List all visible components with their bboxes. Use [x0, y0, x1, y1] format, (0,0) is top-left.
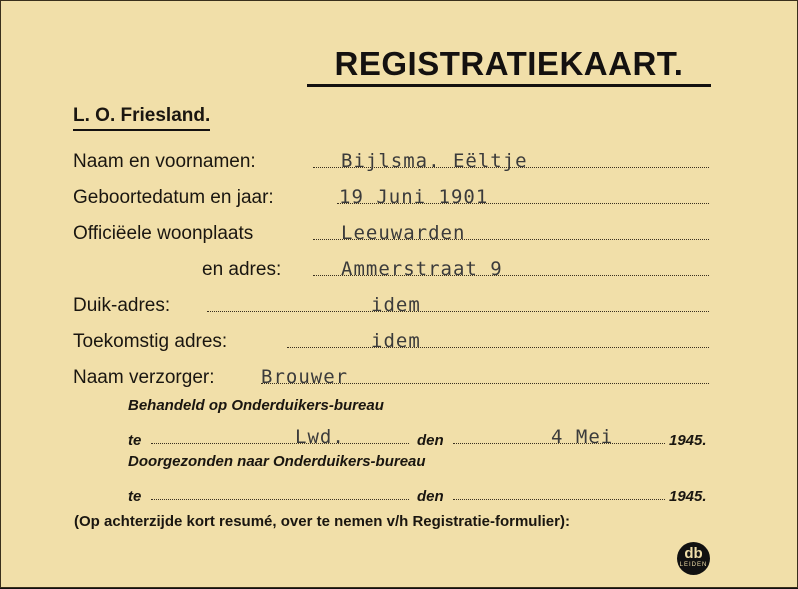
organisation-heading: L. O. Friesland.: [73, 105, 210, 131]
handled-te-dotted-line: [151, 443, 409, 444]
handled-heading: Behandeld op Onderduikers-bureau: [128, 397, 384, 414]
name-label: Naam en voornamen:: [73, 151, 256, 172]
caretaker-row: [73, 359, 713, 389]
forwarded-year: 1945.: [669, 488, 707, 505]
handled-den-label: den: [417, 432, 444, 449]
residence-label: Officiëele woonplaats: [73, 223, 254, 244]
future-address-dotted-line: [287, 347, 709, 348]
caretaker-label: Naam verzorger:: [73, 367, 215, 388]
forwarded-den-dotted-line: [453, 499, 665, 500]
hiding-address-value: idem: [371, 294, 421, 316]
address-value: Ammerstraat 9: [341, 258, 503, 280]
handled-row: [73, 419, 713, 449]
printer-logo: [677, 542, 710, 575]
hiding-address-row: [73, 287, 713, 317]
name-value: Bijlsma. Eëltje: [341, 150, 528, 172]
future-address-label: Toekomstig adres:: [73, 331, 228, 352]
residence-value: Leeuwarden: [341, 222, 466, 244]
handled-te-value: Lwd.: [295, 426, 345, 448]
hiding-address-label: Duik-adres:: [73, 295, 171, 316]
residence-row: [73, 215, 713, 245]
logo-subtext: LEIDEN: [679, 562, 708, 568]
forwarded-row: [73, 475, 713, 505]
hiding-address-dotted-line: [207, 311, 709, 312]
handled-den-value: 4 Mei: [551, 426, 614, 448]
handled-year: 1945.: [669, 432, 707, 449]
future-address-row: [73, 323, 713, 353]
forwarded-te-label: te: [128, 488, 142, 505]
address-row: [73, 251, 713, 281]
forwarded-te-dotted-line: [151, 499, 409, 500]
birth-value: 19 Juni 1901: [339, 186, 489, 208]
future-address-value: idem: [371, 330, 421, 352]
forwarded-heading: Doorgezonden naar Onderduikers-bureau: [128, 453, 426, 470]
caretaker-value: Brouwer: [261, 366, 349, 388]
card-title: REGISTRATIEKAART.: [307, 45, 711, 87]
logo-mark: db: [684, 545, 703, 562]
address-label: en adres:: [202, 259, 282, 280]
handled-te-label: te: [128, 432, 142, 449]
forwarded-den-label: den: [417, 488, 444, 505]
birth-label: Geboortedatum en jaar:: [73, 187, 274, 208]
name-row: [73, 143, 713, 173]
footer-note: (Op achterzijde kort resumé, over te nemen v/h Registratie-formulier):: [74, 513, 570, 530]
birth-row: [73, 179, 713, 209]
